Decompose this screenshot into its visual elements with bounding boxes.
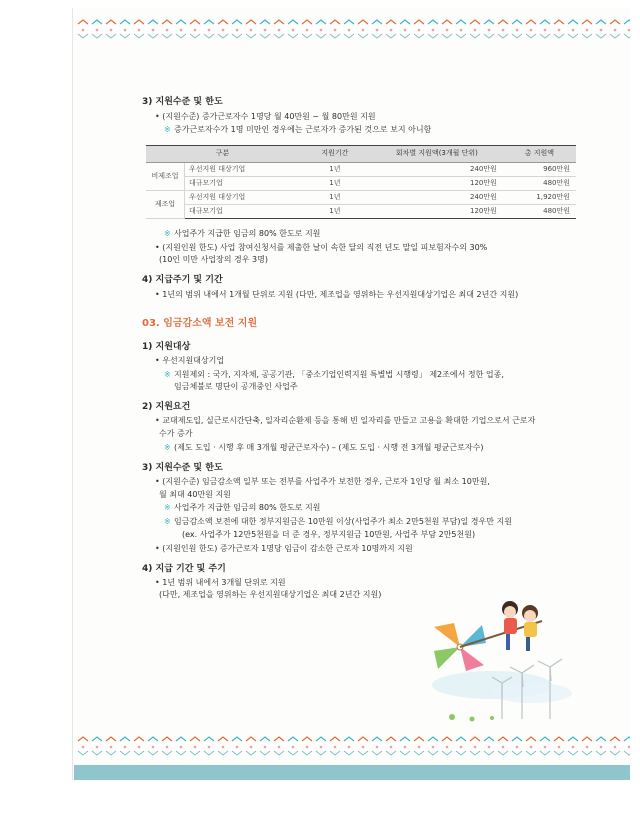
cell-period: 1년 bbox=[299, 176, 371, 190]
sec03-p1-note-text: 지원제외 : 국가, 지자체, 공공기관, 「중소기업인력지원 특별법 시행령」 제2조에서 정한 업종, bbox=[174, 369, 504, 379]
cell-type: 우선지원 대상기업 bbox=[185, 190, 299, 204]
sec03-p2-line1: • 교대제도입, 실근로시간단축, 일자리순환제 등을 통해 빈 일자리를 만들고 고용을 확대한 기업으로서 근로자 bbox=[155, 416, 536, 426]
cell-type: 우선지원 대상기업 bbox=[185, 162, 299, 176]
cell-type: 대규모기업 bbox=[185, 204, 299, 218]
support-table bbox=[146, 145, 576, 219]
pinwheel-couple-illustration bbox=[422, 585, 582, 725]
cell-period: 1년 bbox=[299, 190, 371, 204]
sec03-p3-note1-text: 사업주가 지급한 임금의 80% 한도로 지원 bbox=[174, 503, 321, 513]
note-mark: ※ bbox=[164, 517, 171, 527]
th-category: 구분 bbox=[146, 145, 299, 162]
sec03-p2-note-text: (제도 도입 · 시행 후 매 3개월 평균근로자수) – (제도 도입 · 시행 전 3개월 평균근로자수) bbox=[174, 442, 484, 452]
headcount-limit-cont: (10인 미만 사업장의 경우 3명) bbox=[159, 255, 268, 265]
table-row bbox=[146, 204, 576, 218]
bottom-color-band bbox=[74, 765, 630, 780]
note-mark: ※ bbox=[164, 503, 171, 513]
table-row bbox=[146, 176, 576, 190]
cell-per-round: 120만원 bbox=[371, 176, 503, 190]
s3-line1: • (지원수준) 증가근로자수 1명당 월 40만원 ~ 월 80만원 지원 bbox=[155, 112, 376, 122]
after-table-note bbox=[142, 229, 577, 240]
cell-total: 480만원 bbox=[503, 176, 576, 190]
sec03-p3-note2 bbox=[142, 517, 577, 528]
group-nonmanufacturing: 비제조업 bbox=[146, 162, 185, 190]
cell-total: 480만원 bbox=[503, 204, 576, 218]
section-03-title: 03. 임금감소액 보전 지원 bbox=[142, 318, 258, 330]
s3-note1 bbox=[142, 125, 577, 136]
sec03-p2-line1-cont: 수가 증가 bbox=[159, 429, 193, 439]
sec03-p3-line1: • (지원수준) 임금감소액 일부 또는 전부를 사업주가 보전한 경우, 근로자 1인당 월 최소 10만원, bbox=[155, 476, 490, 486]
cell-period: 1년 bbox=[299, 162, 371, 176]
sec03-p4-line1-cont: (다만, 제조업을 영위하는 우선지원대상기업은 최대 2년간 지원) bbox=[159, 590, 382, 600]
cell-per-round: 240만원 bbox=[371, 190, 503, 204]
sec03-p4-title: 4) 지급 기간 및 주기 bbox=[142, 563, 226, 574]
cell-per-round: 120만원 bbox=[371, 204, 503, 218]
cell-type: 대규모기업 bbox=[185, 176, 299, 190]
sec03-p4-line1: • 1년 범위 내에서 3개월 단위로 지원 bbox=[155, 577, 286, 587]
sec03-p1-title: 1) 지원대상 bbox=[142, 341, 191, 352]
sec03-p3-note1 bbox=[142, 503, 577, 514]
sec03-p1-note-cont: 임금체불로 명단이 공개중인 사업주 bbox=[174, 382, 298, 392]
table-row bbox=[146, 162, 576, 176]
sec03-p3-line1-cont: 월 최대 40만원 지원 bbox=[159, 489, 231, 499]
s4-line1: • 1년의 범위 내에서 1개월 단위로 지원 (다만, 제조업을 영위하는 우선지원대상기업은 최대 2년간 지원) bbox=[155, 290, 519, 300]
sec03-p1-line1: • 우선지원대상기업 bbox=[155, 355, 225, 365]
top-decorative-border bbox=[74, 18, 630, 40]
sec03-p3-line2: • (지원인원 한도) 증가근로자 1명당 임금이 감소한 근로자 10명까지 지원 bbox=[155, 543, 413, 553]
s3-note1-text: 증가근로자수가 1명 미만인 경우에는 근로자가 증가된 것으로 보지 아니함 bbox=[174, 124, 432, 134]
note-mark: ※ bbox=[164, 124, 171, 134]
th-per-round: 회차별 지원액(3개월 단위) bbox=[371, 145, 503, 162]
after-table-note-text: 사업주가 지급한 임금의 80% 한도로 지원 bbox=[174, 228, 321, 238]
group-manufacturing: 제조업 bbox=[146, 190, 185, 218]
note-mark: ※ bbox=[164, 369, 171, 379]
th-period: 지원기간 bbox=[299, 145, 371, 162]
s3-title: 3) 지원수준 및 한도 bbox=[142, 97, 223, 107]
cell-total: 960만원 bbox=[503, 162, 576, 176]
sec03-p1-note bbox=[142, 370, 577, 381]
th-total: 총 지원액 bbox=[503, 145, 576, 162]
sec03-p2-title: 2) 지원요건 bbox=[142, 402, 191, 413]
cell-period: 1년 bbox=[299, 204, 371, 218]
headcount-limit: • (지원인원 한도) 사업 참여신청서를 제출한 날이 속한 달의 직전 년도 말일 피보험자수의 30% bbox=[155, 242, 488, 252]
cell-total: 1,920만원 bbox=[503, 190, 576, 204]
bottom-decorative-border bbox=[74, 735, 630, 757]
table-row bbox=[146, 190, 576, 204]
s4-title: 4) 지급주기 및 기간 bbox=[142, 275, 223, 286]
note-mark: ※ bbox=[164, 228, 171, 238]
note-mark: ※ bbox=[164, 442, 171, 452]
sec03-p3-title: 3) 지원수준 및 한도 bbox=[142, 462, 223, 473]
document-body bbox=[142, 96, 577, 601]
sec03-p2-note bbox=[142, 443, 577, 454]
cell-per-round: 240만원 bbox=[371, 162, 503, 176]
sec03-p3-note2-cont: (ex. 사업주가 12만5천원을 더 준 경우, 정부지원금 10만원, 사업주 부담 2만5천원) bbox=[182, 529, 476, 539]
sec03-p3-note2-text: 임금감소액 보전에 대한 정부지원금은 10만원 이상(사업주가 최소 2만5천원 부담)일 경우만 지원 bbox=[174, 517, 512, 527]
